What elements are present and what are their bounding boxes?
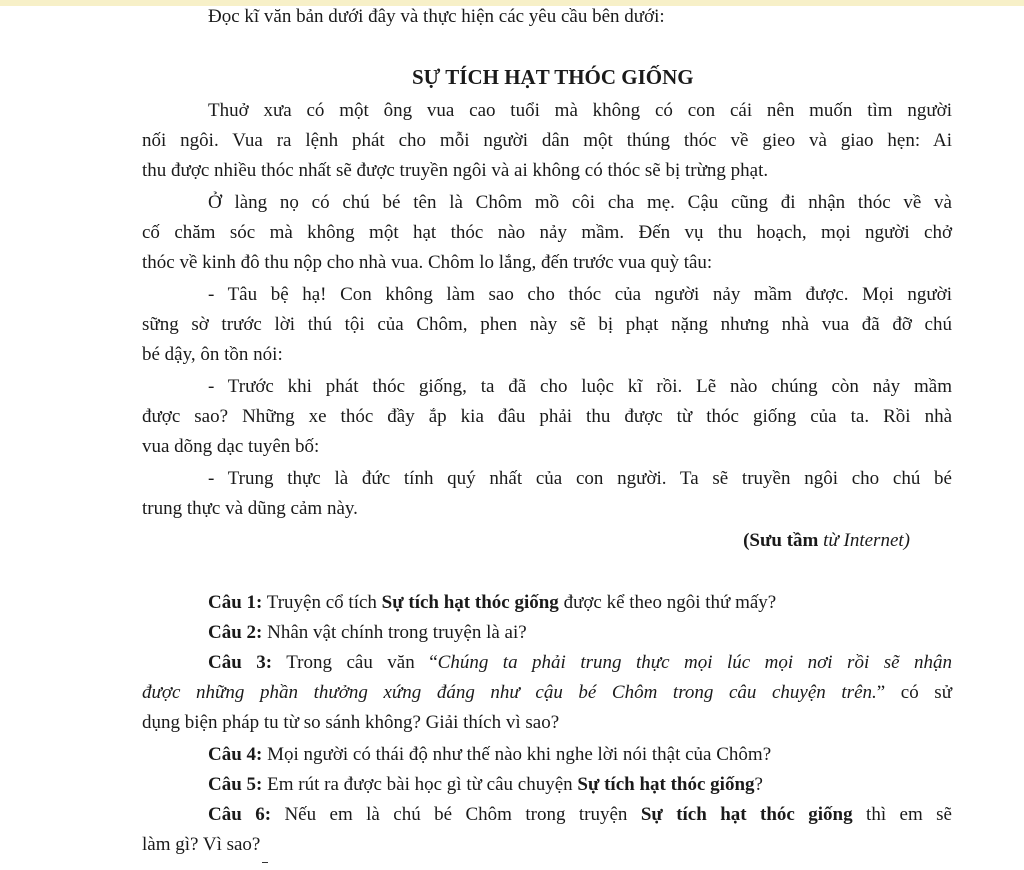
- story-line: - Tâu bệ hạ! Con không làm sao cho thóc của người nảy mầm được. Mọi người: [208, 284, 952, 305]
- question-label: Câu 6:: [208, 804, 272, 825]
- question-3-continued: [142, 678, 952, 708]
- question-3-end: dụng biện pháp tu từ so sánh không? Giải thích vì sao?: [142, 712, 560, 733]
- question-4: [142, 740, 952, 770]
- story-line: - Trung thực là đức tính quý nhất của con người. Ta sẽ truyền ngôi cho chú bé: [208, 468, 952, 489]
- question-text: Trong câu văn “: [272, 652, 438, 673]
- story-line: vua dõng dạc tuyên bố:: [142, 436, 320, 457]
- story-line: được sao? Những xe thóc đầy ắp kia đâu phải thu được từ thóc giống của ta. Rồi nhà: [142, 406, 952, 427]
- question-label: Câu 3:: [208, 652, 273, 673]
- story-line: bé dậy, ôn tồn nói:: [142, 344, 283, 365]
- story-name-ref: Sự tích hạt thóc giống: [381, 592, 559, 613]
- quoted-sentence: Chúng ta phải trung thực mọi lúc mọi nơi rồi sẽ nhận: [437, 652, 952, 673]
- source-origin: từ Internet): [818, 530, 910, 551]
- story-line: nối ngôi. Vua ra lệnh phát cho mỗi người dân một thúng thóc về gieo và giao hẹn: Ai: [142, 130, 952, 151]
- quoted-sentence: được những phần thưởng xứng đáng như cậu bé Chôm trong câu chuyện trên.: [142, 682, 877, 703]
- source-label: (Sưu tầm: [743, 530, 819, 551]
- cut-off-text-fragment: [262, 862, 268, 866]
- question-6: [142, 800, 952, 830]
- story-line: thu được nhiều thóc nhất sẽ được truyền ngôi và ai không có thóc sẽ bị trừng phạt.: [142, 160, 769, 181]
- question-text: Truyện cổ tích: [262, 592, 382, 613]
- story-title: SỰ TÍCH HẠT THÓC GIỐNG: [412, 65, 694, 89]
- story-line: trung thực và dũng cảm này.: [142, 498, 358, 519]
- question-text: Nếu em là chú bé Chôm trong truyện: [271, 804, 641, 825]
- story-line: sững sờ trước lời thú tội của Chôm, phen này sẽ bị phạt nặng nhưng nhà vua đã đỡ chú: [142, 314, 952, 335]
- question-2: [142, 618, 952, 648]
- story-line: Ở làng nọ có chú bé tên là Chôm mồ côi cha mẹ. Cậu cũng đi nhận thóc về và: [208, 192, 952, 213]
- question-text: Em rút ra được bài học gì từ câu chuyện: [262, 774, 578, 795]
- question-label: Câu 2:: [208, 622, 263, 643]
- story-line: cố chăm sóc mà không một hạt thóc nào nảy mầm. Đến vụ thu hoạch, mọi người chở: [142, 222, 952, 243]
- question-text: Nhân vật chính trong truyện là ai?: [262, 622, 527, 643]
- story-line: thóc về kinh đô thu nộp cho nhà vua. Chôm lo lắng, đến trước vua quỳ tâu:: [142, 252, 713, 273]
- story-name-ref: Sự tích hạt thóc giống: [640, 804, 853, 825]
- question-label: Câu 1:: [208, 592, 263, 613]
- instruction-text: Đọc kĩ văn bản dưới đây và thực hiện các yêu cầu bên dưới:: [208, 6, 665, 27]
- story-line: - Trước khi phát thóc giống, ta đã cho luộc kĩ rồi. Lẽ nào chúng còn nảy mầm: [208, 376, 952, 397]
- question-text: ?: [754, 774, 763, 795]
- question-6-end: làm gì? Vì sao?: [142, 834, 261, 855]
- question-3: [142, 648, 952, 678]
- question-text: ” có sử: [876, 682, 952, 703]
- story-line: Thuở xưa có một ông vua cao tuổi mà không có con cái nên muốn tìm người: [208, 100, 952, 121]
- story-source: [142, 526, 952, 556]
- question-1: [142, 588, 952, 618]
- question-label: Câu 5:: [208, 774, 263, 795]
- question-label: Câu 4:: [208, 744, 263, 765]
- question-text: Mọi người có thái độ như thế nào khi nghe lời nói thật của Chôm?: [262, 744, 772, 765]
- story-name-ref: Sự tích hạt thóc giống: [577, 774, 755, 795]
- question-text: thì em sẽ: [852, 804, 952, 825]
- question-text: được kể theo ngôi thứ mấy?: [558, 592, 777, 613]
- question-5: [142, 770, 952, 800]
